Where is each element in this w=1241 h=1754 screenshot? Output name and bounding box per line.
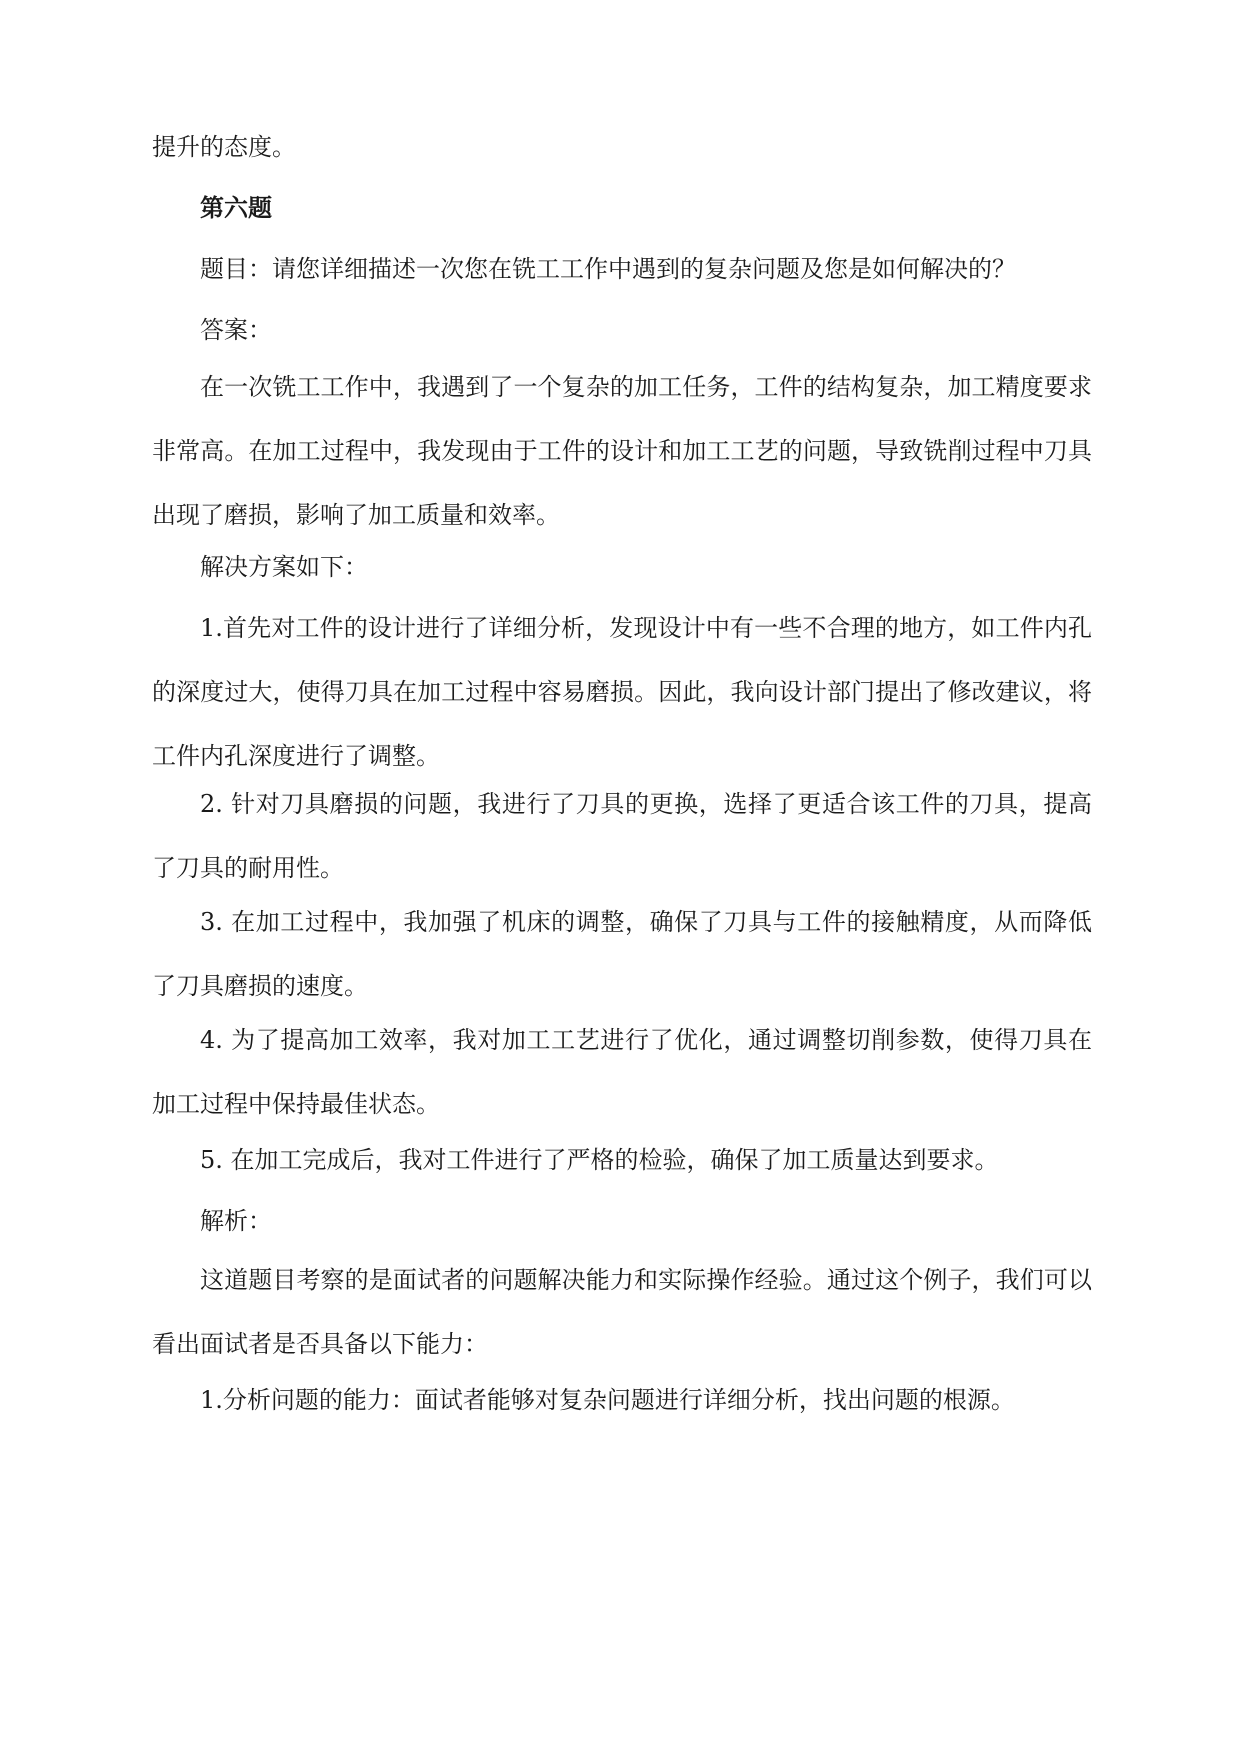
- solution-item-1: 1.首先对工件的设计进行了详细分析，发现设计中有一些不合理的地方，如工件内孔的深度过大，使得刀具在加工过程中容易磨损。因此，我向设计部门提出了修改建议，将工件内孔深度进行了调整。: [152, 614, 1092, 770]
- ability-item-1: 1.分析问题的能力：面试者能够对复杂问题进行详细分析，找出问题的根源。: [200, 1386, 1015, 1414]
- solution-item-5: 5. 在加工完成后，我对工件进行了严格的检验，确保了加工质量达到要求。: [200, 1146, 999, 1174]
- solution-label: 解决方案如下：: [200, 553, 368, 581]
- question-text: 题目：请您详细描述一次您在铣工工作中遇到的复杂问题及您是如何解决的？: [200, 255, 1016, 283]
- paragraph-continuation: 提升的态度。: [152, 133, 296, 161]
- answer-paragraph: 在一次铣工工作中，我遇到了一个复杂的加工任务，工件的结构复杂，加工精度要求非常高。在加工过程中，我发现由于工件的设计和加工工艺的问题，导致铣削过程中刀具出现了磨损，影响了加工质量和效率。: [152, 373, 1092, 529]
- answer-label: 答案：: [200, 316, 272, 344]
- solution-item-2: 2. 针对刀具磨损的问题，我进行了刀具的更换，选择了更适合该工件的刀具，提高了刀具的耐用性。: [152, 790, 1092, 882]
- solution-item-4: 4. 为了提高加工效率，我对加工工艺进行了优化，通过调整切削参数，使得刀具在加工过程中保持最佳状态。: [152, 1026, 1092, 1118]
- analysis-paragraph: 这道题目考察的是面试者的问题解决能力和实际操作经验。通过这个例子，我们可以看出面试者是否具备以下能力：: [152, 1266, 1092, 1358]
- solution-item-3: 3. 在加工过程中，我加强了机床的调整，确保了刀具与工件的接触精度，从而降低了刀具磨损的速度。: [152, 908, 1092, 1000]
- analysis-label: 解析：: [200, 1207, 272, 1235]
- section-heading: 第六题: [200, 194, 272, 222]
